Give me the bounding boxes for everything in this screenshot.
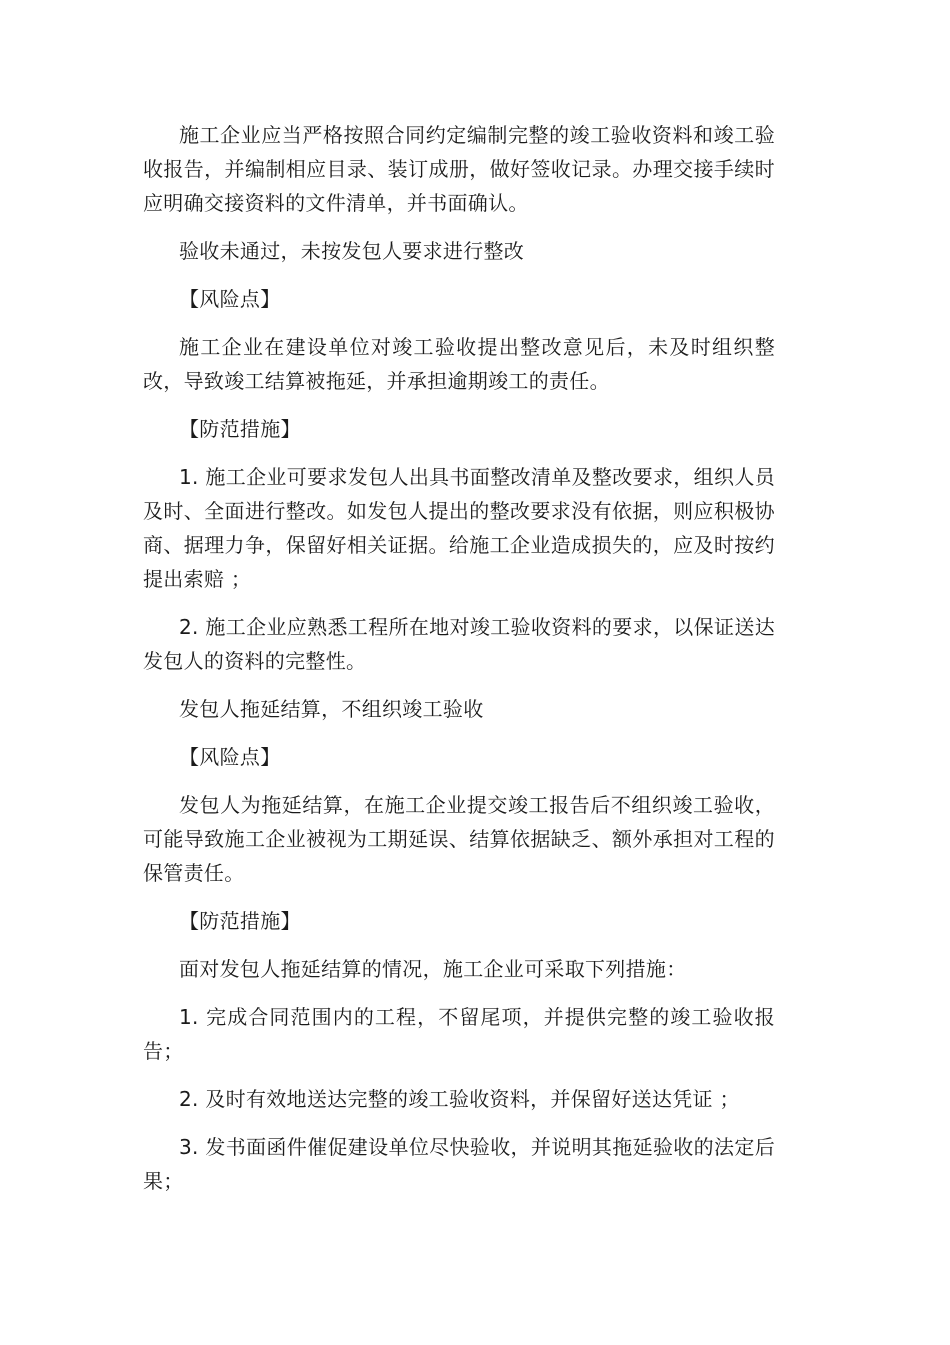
list-item-delay-3: 3. 发书面函件催促建设单位尽快验收，并说明其拖延验收的法定后果； bbox=[143, 1135, 775, 1193]
risk-point-label: 【风险点】 bbox=[179, 745, 281, 769]
document-body bbox=[143, 118, 775, 1198]
prevention-label: 【防范措施】 bbox=[179, 417, 301, 441]
list-item-rectification-1: 1. 施工企业可要求发包人出具书面整改清单及整改要求，组织人员及时、全面进行整改。如发包人提出的整改要求没有依据，则应积极协商、据理力争，保留好相关证据。给施工企业造成损失的，应及时按约提出索赔 ； bbox=[143, 465, 775, 591]
paragraph-archive-requirements: 施工企业应当严格按照合同约定编制完整的竣工验收资料和竣工验收报告，并编制相应目录、装订成册，做好签收记录。办理交接手续时应明确交接资料的文件清单，并书面确认。 bbox=[143, 123, 775, 215]
list-item-delay-2: 2. 及时有效地送达完整的竣工验收资料，并保留好送达凭证 ； bbox=[179, 1087, 740, 1111]
list-item-rectification-2: 2. 施工企业应熟悉工程所在地对竣工验收资料的要求，以保证送达发包人的资料的完整性。 bbox=[143, 615, 775, 673]
section-heading-rectification: 验收未通过，未按发包人要求进行整改 bbox=[179, 239, 525, 263]
list-item-delay-1: 1. 完成合同范围内的工程，不留尾项，并提供完整的竣工验收报告； bbox=[143, 1005, 775, 1063]
paragraph-risk-delay: 发包人为拖延结算，在施工企业提交竣工报告后不组织竣工验收，可能导致施工企业被视为工期延误、结算依据缺乏、额外承担对工程的保管责任。 bbox=[143, 793, 775, 885]
prevention-label: 【防范措施】 bbox=[179, 909, 301, 933]
paragraph-measures-intro: 面对发包人拖延结算的情况，施工企业可采取下列措施： bbox=[179, 957, 687, 981]
section-heading-delay: 发包人拖延结算，不组织竣工验收 bbox=[179, 697, 484, 721]
risk-point-label: 【风险点】 bbox=[179, 287, 281, 311]
paragraph-risk-rectification: 施工企业在建设单位对竣工验收提出整改意见后，未及时组织整改，导致竣工结算被拖延，并承担逾期竣工的责任。 bbox=[143, 335, 775, 393]
